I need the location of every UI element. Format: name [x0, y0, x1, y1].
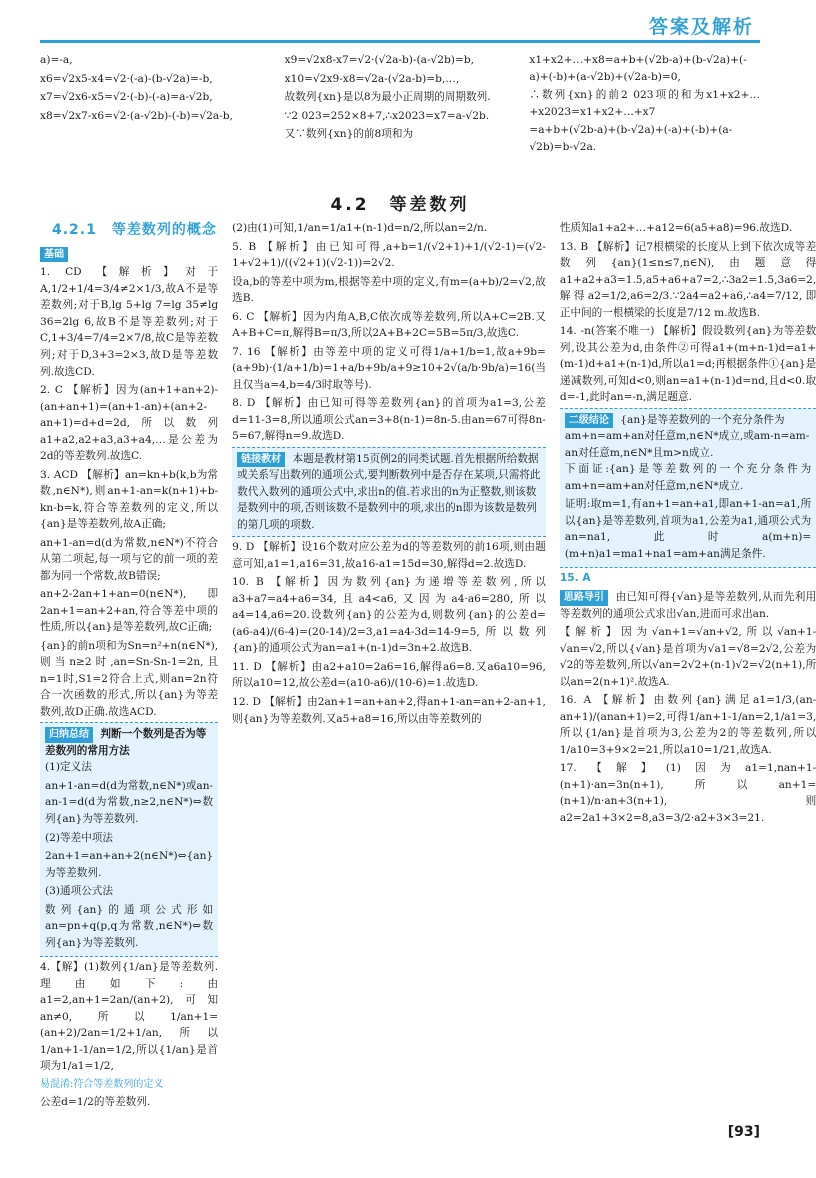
continued-solution — [40, 52, 760, 188]
answer-item: 7. 16 【解析】由等差中项的定义可得1/a+1/b=1,故a+9b=(a+9b)·(1/a+1/b)=1+a/b+9b/a+9≥10+2√(a/b·9b/a)=16(当且仅当a=4,b=4/3时取等号). — [232, 345, 546, 391]
summary-box — [40, 722, 218, 957]
main-column-3 — [560, 220, 816, 1130]
answer-item: an+2-2an+1+an=0(n∈N*),即2an+1=an+2+an,符合等差中项的性质,所以{an}是等差数列,故C正确; — [40, 588, 219, 634]
top-column-3 — [529, 52, 760, 188]
answer-item: 2. C 【解析】因为(an+1+an+2)-(an+an+1)=(an+1-an)+(an+2-an+1)=d+d=2d,所以数列a1+a2,a2+a3,a3+a4,…是公差为2d的等差数列.故选C. — [40, 384, 219, 463]
answer-item: 性质知a1+a2+…+a12=6(a5+a8)=96.故选D. — [559, 222, 793, 234]
textbook-note: 本题是教材第15页例2的同类试题.首先根据所给数据或关系写出数列的通项公式,要判断数列中是否存在某项,只需将此数代入数列的通项公式中,求出n的值.若求出的n为正整数,则该数是数列中的项,否则该数不是数列中的项,求出的n即为该数是数列的第几项的项数. — [237, 452, 541, 531]
text-line: a)=-a, — [40, 54, 73, 66]
text-line: ∴数列{xn}的前2 023项的和为x1+x2+…+x2023=x1+x2+…+x7 — [529, 89, 761, 118]
conclusion-box — [560, 408, 816, 569]
answer-item: 9. D 【解析】设16个数对应公差为d的等差数列的前16项,则由题意可知,a1=1,a16=31,故a16-a1=15d=30,解得d=2.故选D. — [232, 541, 546, 570]
answer-item: 15. A — [559, 572, 591, 585]
main-column-1 — [40, 220, 218, 1130]
text-line: 又∵数列{xn}的前8项和为 — [284, 128, 414, 141]
guide-tag: 思路导引 — [560, 590, 608, 606]
top-column-1 — [40, 52, 271, 188]
conclusion-tag: 二级结论 — [565, 413, 613, 429]
guide-text: 由已知可得{√an}是等差数列,从而先利用等差数列的通项公式求出√an,进而可求出an. — [559, 590, 816, 620]
page-number: [93] — [727, 1124, 760, 1140]
answer-item: 5. B 【解析】由已知可得,a+b=1/(√2+1)+1/(√2-1)=(√2-1+√2+1)/((√2+1)(√2-1))=2√2. — [232, 240, 546, 270]
answer-item: (2)由(1)可知,1/an=1/a1+(n-1)d=n/2,所以an=2/n. — [232, 222, 488, 234]
summary-line: (3)通项公式法 — [45, 885, 113, 898]
answer-item: 6. C 【解析】因为内角A,B,C依次成等差数列,所以A+C=2B.又A+B+C=π,解得B=π/3,所以2A+B+2C=5B=5π/3,故选C. — [232, 310, 546, 340]
header-divider — [40, 40, 760, 43]
text-line: =a+b+(√2b-a)+(b-√2a)+(-a)+(-b)+(a-√2b)=b-√2a. — [529, 124, 733, 153]
section-title: 4.2 等差数列 — [330, 195, 470, 215]
subsection-title: 4.2.1 等差数列的概念 — [52, 222, 217, 238]
answer-item: 4.【解】(1)数列{1/an}是等差数列.理由如下:由a1=2,an+1=2an/(an+2),可知an≠0,所以1/an+1=(an+2)/2an=1/2+1/an,所以1/an+1-1/an=1/2,所以{1/an}是首项为1/a1=1/2, — [40, 961, 219, 1073]
text-line: x1+x2+…+x8=a+b+(√2b-a)+(b-√2a)+(-a)+(-b)+(a-√2b)+(√2a-b)=0, — [529, 54, 747, 83]
conclusion-line: 证明:取m=1,有an+1=an+a1,即an+1-an=a1,所以{an}是等差数列,首项为a1,公差为a1,通项公式为an=na1,此时a(m+n)=(m+n)a1=ma1+na1=am+an满足条件. — [564, 498, 812, 560]
answer-item: 公差d=1/2的等差数列. — [40, 1096, 151, 1109]
basic-tag: 基础 — [40, 247, 68, 263]
answer-item: 3. ACD 【解析】an=kn+b(k,b为常数,n∈N*),则an+1-an=k(n+1)+b-kn-b=k,符合等差数列的定义,所以{an}是等差数列,故A正确; — [40, 468, 219, 531]
summary-line: an+1-an=d(d为常数,n∈N*)或an-an-1=d(d为常数,n≥2,n∈N*)⇔数列{an}为等差数列. — [45, 779, 214, 825]
summary-tag: 归纳总结 — [45, 727, 93, 743]
summary-line: 数列{an}的通项公式形如an=pn+q(p,q为常数,n∈N*)⇔数列{an}为等差数列. — [45, 903, 214, 949]
answer-item: 12. D 【解析】由2an+1=an+an+2,得an+1-an=an+2-an+1,则{an}为等差数列.又a5+a8=16,所以由等差数列的 — [232, 696, 546, 725]
answer-item: 11. D 【解析】由a2+a10=2a6=16,解得a6=8.又a6a10=96,所以a10=12,故公差d=(a10-a6)/(10-6)=1.故选D. — [232, 660, 546, 690]
answer-item: 设a,b的等差中项为m,根据等差中项的定义,有m=(a+b)/2=√2,故选B. — [232, 275, 546, 305]
answer-item: an+1-an=d(d为常数,n∈N*)不符合从第二项起,每一项与它的前一项的差都为同一个常数,故B错误; — [40, 536, 219, 582]
textbook-tag: 链接教材 — [237, 452, 285, 468]
text-line: x10=√2x9-x8=√2a-(√2a-b)=b,…, — [284, 72, 460, 85]
answer-item: {an}的前n项和为Sn=n²+n(n∈N*),则当n≥2时,an=Sn-Sn-1=2n,且n=1时,S1=2符合上式,则an=2n符合一次函数的形式,所以{an}为等差数列,故D正确.故选ACD. — [40, 639, 219, 718]
answer-item: 1. CD 【解析】对于A,1/2+1/4=3/4≠2×1/3,故A不是等差数列;对于B,lg 5+lg 7=lg 35≠lg 36=2lg 6,故B不是等差数列;对于C,1+3/4=7/4=2×7/8,故C是等差数列;对于D,3+3=2×3,故D是等差数列.故选CD. — [40, 266, 219, 378]
text-line: ∵2 023=252×8+7,∴x2023=x7=a-√2b. — [284, 109, 490, 122]
text-line: 故数列{xn}是以8为最小正周期的周期数列. — [284, 91, 491, 104]
conclusion-text: {an}是等差数列的一个充分条件为am+n=am+an对任意m,n∈N*成立,或am-n=am-an对任意m,n∈N*且m>n成立. — [564, 413, 810, 459]
answer-item: 【解析】因为√an+1=√an+√2,所以√an+1-√an=√2,所以{√an}是首项为√a1=√8=2√2,公差为√2的等差数列,所以√an=2√2+(n-1)√2=√2(n+1),所以an=2(n+1)².故选A. — [559, 626, 816, 688]
summary-line: (2)等差中项法 — [45, 831, 113, 844]
main-column-2 — [232, 220, 546, 1130]
text-line: x9=√2x8-x7=√2·(√2a-b)-(a-√2b)=b, — [284, 54, 474, 66]
answer-item: 8. D 【解析】由已知可得等差数列{an}的首项为a1=3,公差d=11-3=8,所以通项公式an=3+8(n-1)=8n-5.由an=67可得8n-5=67,解得n=9.故选D. — [232, 397, 546, 443]
header-title: 答案及解析 — [648, 16, 754, 38]
text-line: x8=√2x7-x6=√2·(a-√2b)-(-b)=√2a-b, — [40, 109, 233, 122]
answer-item: 10. B 【解析】因为数列{an}为递增等差数列,所以a3+a7=a4+a6=34,且a4<a6,又因为a4·a6=280,所以a4=14,a6=20.设数列{an}的公差为d,则数列{an}的公差d=(a6-a4)/(6-4)=(20-14)/2=3,a1=a4-3d=14-9=5,所以数列{an}的通项公式为an=a1+(n-1)d=3n+2.故选B. — [232, 576, 546, 655]
textbook-link-box — [232, 447, 546, 538]
summary-line: 2an+1=an+an+2(n∈N*)⇔{an}为等差数列. — [45, 850, 214, 879]
text-line: x7=√2x6-x5=√2·(-b)-(-a)=a-√2b, — [40, 91, 213, 104]
answer-item: 14. -n(答案不唯一) 【解析】假设数列{an}为等差数列,设其公差为d,由条件②可得a1+(m+n-1)d=a1+(m-1)d+a1+(n-1)d,所以a1=d;再根据条件①{an}是递减数列,可知d<0,则an=a1+(n-1)d=nd,且d<0.取d=-1,此时an=-n,满足题意. — [559, 325, 816, 404]
answer-item: 17.【解】(1)因为a1=1,nan+1-(n+1)·an=3n(n+1),所以an+1=(n+1)/n·an+3(n+1),则a2=2a1+3×2=8,a3=3/2·a2+3×3=21. — [559, 762, 816, 824]
top-column-2 — [285, 52, 516, 188]
summary-heading: 判断一个数列是否为等差数列的常用方法 — [45, 728, 207, 757]
summary-line: (1)定义法 — [45, 761, 92, 774]
answer-item: 16. A 【解析】由数列{an}满足a1=1/3,(an-an+1)/(anan+1)=2,可得1/an+1-1/an=2,1/a1=3,所以{1/an}是首项为3,公差为2的等差数列,所以1/a10=3+9×2=21,所以a10=1/21,故选A. — [559, 694, 816, 756]
answer-item: 13. B 【解析】记7根横梁的长度从上到下依次成等差数列{an}(1≤n≤7,n∈N),由题意得a1+a2+a3=1.5,a5+a6+a7=2,∴3a2=1.5,3a6=2,解得a2=1/2,a6=2/3.∵2a4=a2+a6,∴a4=7/12,即正中间的一根横梁的长度是7/12 m.故选B. — [559, 240, 816, 319]
text-line: x6=√2x5-x4=√2·(-a)-(b-√2a)=-b, — [40, 72, 213, 85]
note-line: 易混淆:符合等差数列的定义 — [40, 1078, 164, 1090]
conclusion-line: 下面证:{an}是等差数列的一个充分条件为am+n=am+an对任意m,n∈N*成立. — [564, 463, 812, 492]
page-number-value: 93 — [734, 1124, 754, 1140]
